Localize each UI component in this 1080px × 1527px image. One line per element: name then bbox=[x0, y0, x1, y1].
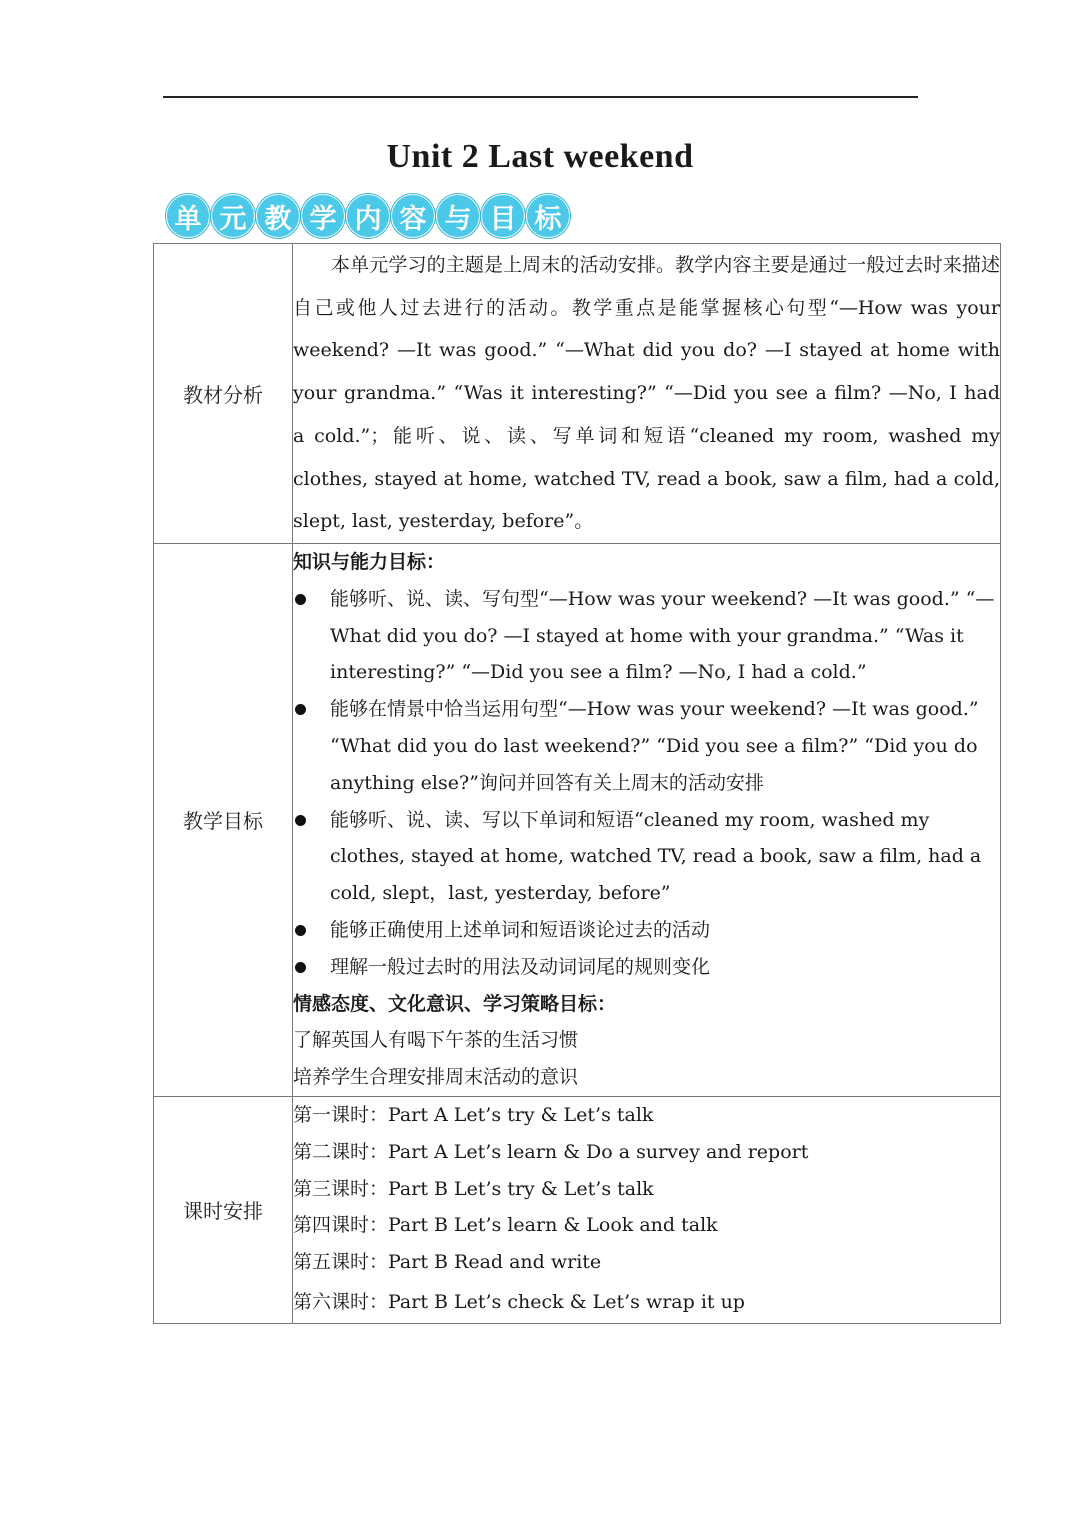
banner-char: 单 bbox=[166, 194, 210, 238]
banner-char: 标 bbox=[526, 194, 570, 238]
row-label-teaching-goals: 教学目标 bbox=[154, 543, 293, 1096]
section-banner bbox=[166, 194, 570, 238]
banner-char: 内 bbox=[346, 194, 390, 238]
banner-char: 与 bbox=[436, 194, 480, 238]
banner-char: 容 bbox=[391, 194, 435, 238]
lesson-item: 第二课时：Part A Let’s learn & Do a survey and report bbox=[293, 1140, 809, 1163]
table-row bbox=[154, 244, 1001, 544]
knowledge-heading: 知识与能力目标： bbox=[293, 550, 446, 573]
table-row bbox=[154, 543, 1001, 1096]
goal-item: 能够在情景中恰当运用句型“—How was your weekend? —It was good.” “What did you do last weekend?” “Did you see a film?” “Did you do anything else?”询问并回答有关上周末的活动安排 bbox=[293, 691, 1000, 801]
row-label-material-analysis: 教材分析 bbox=[154, 244, 293, 544]
attitude-heading: 情感态度、文化意识、学习策略目标： bbox=[293, 992, 617, 1015]
lesson-item: 第三课时：Part B Let’s try & Let’s talk bbox=[293, 1177, 654, 1200]
table-row bbox=[154, 1096, 1001, 1323]
banner-char: 目 bbox=[481, 194, 525, 238]
lesson-item: 第六课时：Part B Let’s check & Let’s wrap it up bbox=[293, 1290, 745, 1313]
goal-item: 能够正确使用上述单词和短语谈论过去的活动 bbox=[293, 912, 1000, 949]
material-analysis-cell bbox=[293, 244, 1001, 544]
lesson-item: 第五课时：Part B Read and write bbox=[293, 1251, 602, 1274]
banner-char: 教 bbox=[256, 194, 300, 238]
goal-item: 能够听、说、读、写以下单词和短语“cleaned my room, washed my clothes, stayed at home, watched TV, read a book, saw a film, had a cold, slept，last, yesterday, before” bbox=[293, 802, 1000, 912]
goal-item: 能够听、说、读、写句型“—How was your weekend? —It was good.” “—What did you do? —I stayed at home with your grandma.” “Was it interesting?” “—Did you see a film? —No, I had a cold.” bbox=[293, 581, 1000, 691]
row-label-schedule: 课时安排 bbox=[154, 1096, 293, 1323]
unit-overview-table bbox=[153, 243, 1001, 1324]
goal-item: 理解一般过去时的用法及动词词尾的规则变化 bbox=[293, 949, 1000, 986]
page-title: Unit 2 Last weekend bbox=[386, 138, 694, 175]
header-rule bbox=[163, 96, 918, 98]
lesson-item: 第一课时：Part A Let’s try & Let’s talk bbox=[293, 1103, 654, 1126]
banner-char: 学 bbox=[301, 194, 345, 238]
schedule-cell bbox=[293, 1096, 1001, 1323]
goal-list bbox=[293, 581, 1000, 986]
attitude-item: 了解英国人有喝下午茶的生活习惯 bbox=[293, 1029, 579, 1052]
material-analysis-text: 本单元学习的主题是上周末的活动安排。教学内容主要是通过一般过去时来描述自己或他人过去进行的活动。教学重点是能掌握核心句型“—How was your weekend? —It was good.” “—What did you do? —I stayed at home with your grandma.” “Was it interesting?” “—Did you see a film? —No, I had a cold.”；能听、说、读、写单词和短语“cleaned my room, washed my clothes, stayed at home, watched TV, read a book, saw a film, had a cold, slept, last, yesterday, before”。 bbox=[293, 254, 1000, 533]
lesson-item: 第四课时：Part B Let’s learn & Look and talk bbox=[293, 1214, 718, 1237]
banner-char: 元 bbox=[211, 194, 255, 238]
teaching-goals-cell bbox=[293, 543, 1001, 1096]
attitude-item: 培养学生合理安排周末活动的意识 bbox=[293, 1066, 579, 1089]
